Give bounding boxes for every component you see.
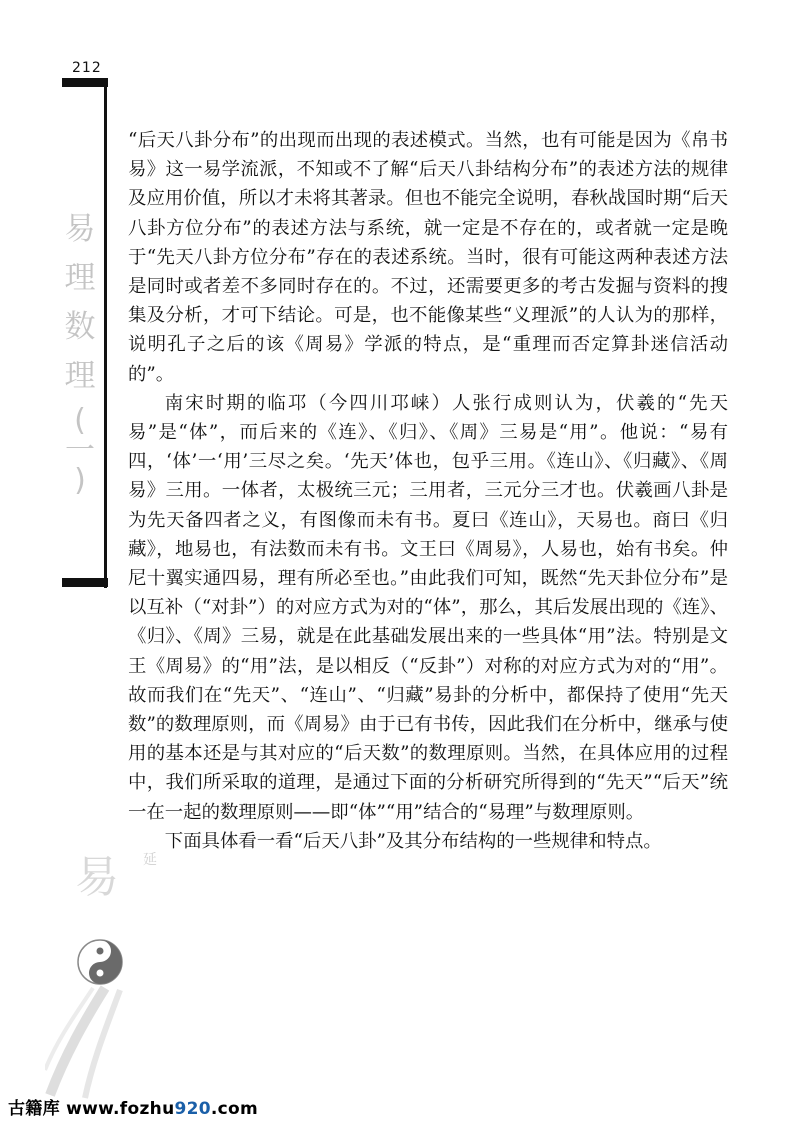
body-text — [128, 126, 728, 856]
page-number: 212 — [72, 60, 102, 76]
decoration-glyph: 易 — [75, 852, 119, 903]
side-volume-mark: ( 一 ) — [65, 403, 95, 498]
paragraph: “后天八卦分布”的出现而出现的表述模式。当然，也有可能是因为《帛书易》这一易学流派，不知或不了解“后天八卦结构分布”的表述方法的规律及应用价值，所以才未将其著录。但也不能完全说明，春秋战国时期“后天八卦方位分布”的表述方法与系统，就一定是不存在的，或者就一定是晚于“先天八卦方位分布”存在的表述系统。当时，很有可能这两种表述方法是同时或者差不多同时存在的。不过，还需要更多的考古发掘与资料的搜集及分析，才可下结论。可是，也不能像某些“义理派”的人认为的那样，说明孔子之后的该《周易》学派的特点，是“重理而否定算卦迷信活动的”。 — [128, 130, 728, 385]
site-watermark — [8, 1094, 258, 1119]
watermark-number: 920 — [174, 1099, 211, 1119]
margin-rule — [104, 78, 107, 588]
header-rule — [62, 78, 108, 87]
paragraph: 南宋时期的临邛（今四川邛崃）人张行成则认为，伏羲的“先天易”是“体”，而后来的《连》、《归》、《周》三易是“用”。他说：“易有四，‘体’一‘用’三尽之矣。‘先天’体也，包乎三用。《连山》、《归藏》、《周易》三用。一体者，太极统三元；三用者，三元分三才也。伏羲画八卦是为先天备四者之义，有图像而未有书。夏曰《连山》，天易也。商曰《归藏》，地易也，有法数而未有书。文王曰《周易》，人易也，始有书矣。仲尼十翼实通四易，理有所必至也。”由此我们可知，既然“先天卦位分布”是以互补（“对卦”）的对应方式为对的“体”，那么，其后发展出现的《连》、《归》、《周》三易，就是在此基础发展出来的一些具体“用”法。特别是文王《周易》的“用”法，是以相反（“反卦”）对称的对应方式为对的“用”。故而我们在“先天”、“连山”、“归藏”易卦的分析中，都保持了使用“先天数”的数理原则，而《周易》由于已有书传，因此我们在分析中，继承与使用的基本还是与其对应的“后天数”的数理原则。当然，在具体应用的过程中，我们所采取的道理，是通过下面的分析研究所得到的“先天”“后天”统一在一起的数理原则——即“体”“用”结合的“易理”与数理原则。 — [128, 392, 728, 823]
decoration-small-glyph: 延 — [143, 852, 157, 868]
yin-yang-decoration — [45, 830, 175, 1100]
watermark-suffix: .com — [210, 1099, 259, 1119]
paragraph: 下面具体看一看“后天八卦”及其分布结构的一些规律和特点。 — [164, 830, 662, 852]
side-book-title: 易 理 数 理 — [64, 211, 96, 394]
watermark-prefix: 古籍库 www.fozhu — [8, 1099, 175, 1119]
footer-rule — [62, 578, 108, 587]
yin-yang-icon — [78, 940, 122, 984]
